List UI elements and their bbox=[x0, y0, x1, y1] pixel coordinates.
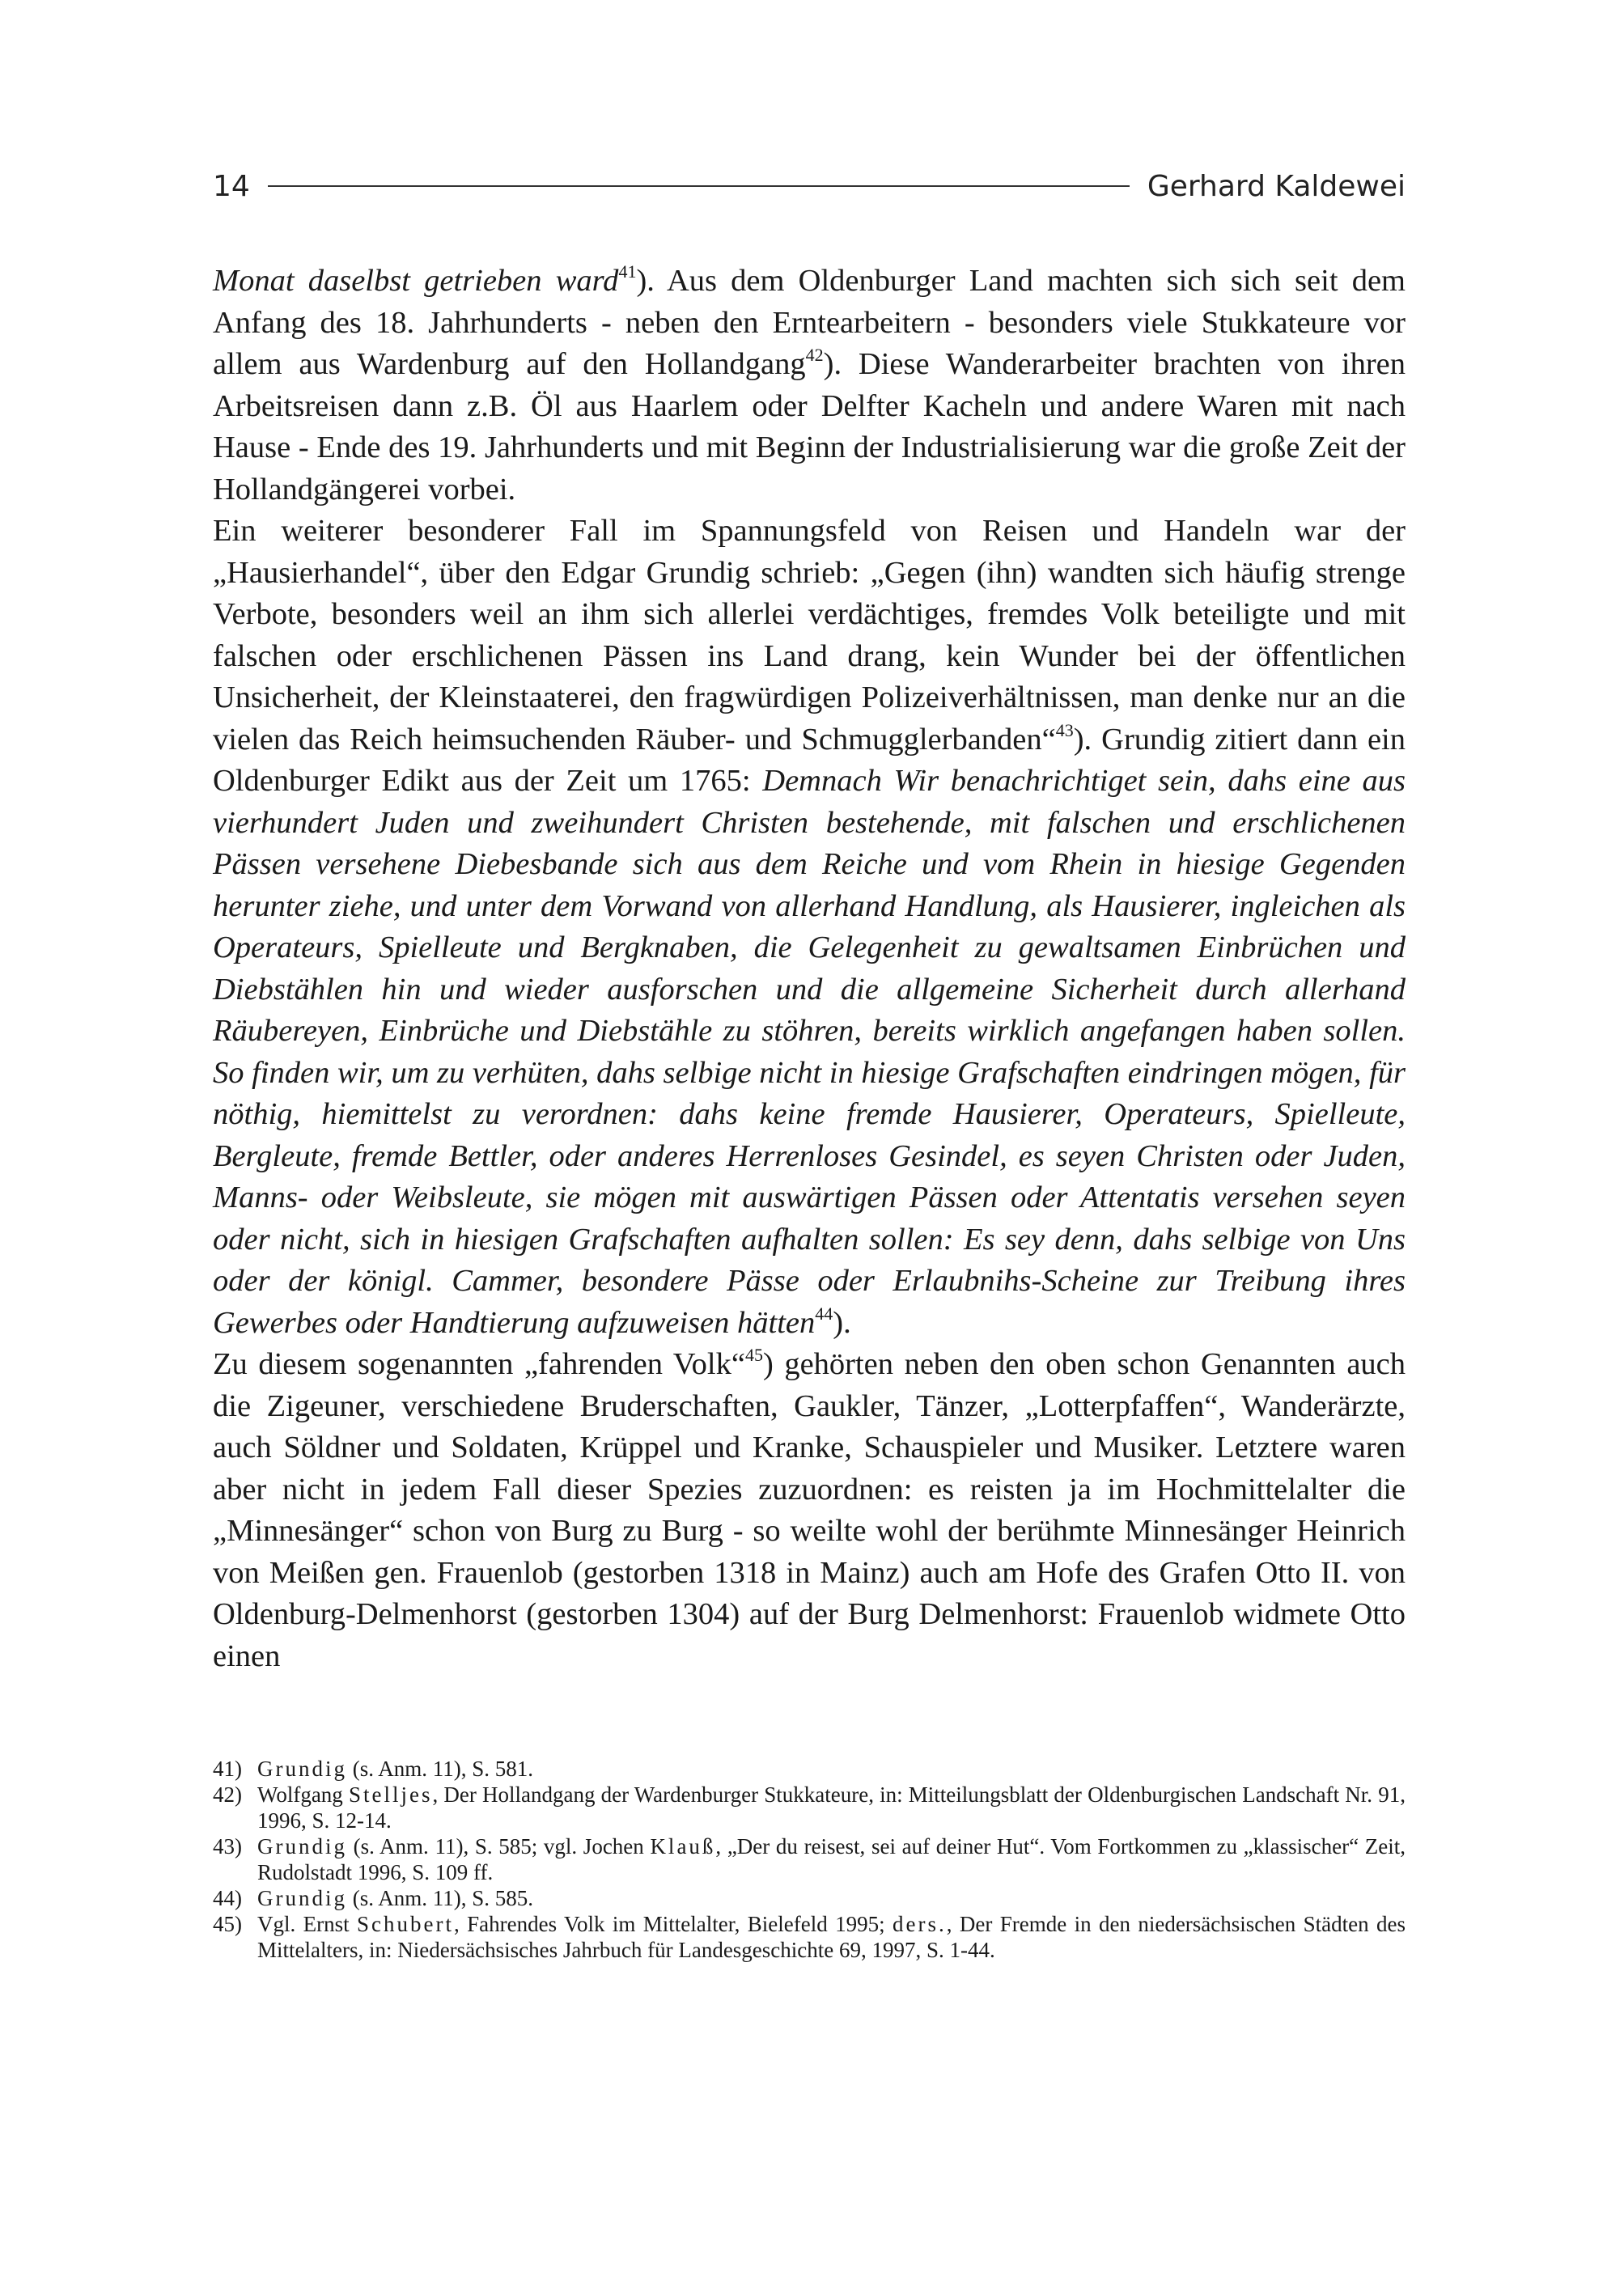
author-name: ders. bbox=[893, 1912, 947, 1936]
running-head-author: Gerhard Kaldewei bbox=[1147, 169, 1406, 203]
footnotes bbox=[213, 1756, 1406, 1963]
running-header bbox=[213, 162, 1406, 210]
paragraph-text: Ein weiterer besonderer Fall im Spannungsfeld von Reisen und Handeln war der „Hausierhandel“, über den Edgar Grundig schrieb: „Gegen (ihn) wandten sich häufig strenge Verbote, besonders weil an ihm sich allerlei verdächtiges, fremdes Volk beteiligte und mit falschen oder erschlichenen Pässen ins Land drang, kein Wunder bei der öffentlichen Unsicherheit, der Kleinstaaterei, den fragwürdigen Polizeiverhältnissen, man denke nur an die vielen das Reich heimsuchenden Räuber- und Schmugglerbanden“ bbox=[213, 514, 1406, 757]
citation: (s. Anm. 11), S. 585; vgl. Jochen bbox=[347, 1834, 651, 1859]
page bbox=[213, 162, 1406, 1962]
paragraph-text: ) gehörten neben den oben schon Genannten auch die Zigeuner, verschiedene Bruderschaften, Gaukler, Tänzer, „Lotterpfaffen“, Wanderärzte, auch Söldner und Soldaten, Krüppel und Kranke, Schauspieler und Musiker. Letztere waren aber nicht in jedem Fall dieser Spezies zuzuordnen: es reisten ja im Hochmittelalter die „Minnesänger“ schon von Burg zu Burg - so weilte wohl der berühmte Minnesänger Heinrich von Meißen gen. Frauenlob (gestorben 1318 in Mainz) auch am Hofe des Grafen Otto II. von Oldenburg-Delmenhorst (gestorben 1304) auf der Burg Delmenhorst: Frauenlob widmete Otto einen bbox=[213, 1347, 1406, 1673]
footnote-number: 43) bbox=[213, 1834, 242, 1859]
citation: , Fahrendes Volk im Mittelalter, Bielefeld 1995; bbox=[454, 1912, 893, 1936]
author-name: Grundig bbox=[257, 1834, 347, 1859]
paragraph-text: ). Aus dem Oldenburger Land machten sich sich seit dem Anfang des 18. Jahrhunderts - neben den Erntearbeitern - besonders viele Stukkateure vor allem aus Wardenburg auf den Hollandgang bbox=[213, 264, 1406, 381]
footnote-text bbox=[257, 1833, 1406, 1885]
footnote-number: 45) bbox=[213, 1912, 242, 1936]
footnote-42 bbox=[213, 1782, 1406, 1833]
footnote-ref: 43 bbox=[1055, 719, 1074, 740]
body-text bbox=[213, 261, 1406, 1677]
italic-quote: Monat daselbst getrieben ward bbox=[213, 264, 619, 298]
author-name: Stelljes bbox=[348, 1782, 433, 1807]
citation: , „Der du reisest, sei auf deiner Hut“. Vom Fortkommen zu „klassischer“ Zeit, Rudolstadt 1996, S. 109 ff. bbox=[257, 1834, 1406, 1884]
footnote-text bbox=[257, 1885, 1406, 1911]
header-rule bbox=[268, 185, 1130, 187]
citation: (s. Anm. 11), S. 581. bbox=[347, 1757, 534, 1781]
paragraph-text: ). Grundig zitiert dann ein Oldenburger Edikt aus der Zeit um 1765: bbox=[213, 722, 1406, 798]
author-name: Klauß bbox=[650, 1834, 716, 1859]
footnote-text bbox=[257, 1911, 1406, 1963]
footnote-number: 44) bbox=[213, 1886, 242, 1910]
italic-quote: Demnach Wir benachrichtiget sein, dahs eine aus vierhundert Juden und zweihundert Christen bestehende, mit falschen und erschlichenen Pässen versehene Diebesbande sich aus dem Reiche und vom Rhein in hiesige Gegenden herunter ziehe, und unter dem Vorwand von allerhand Handlung, als Hausierer, ingleichen als Operateurs, Spielleute und Bergknaben, die Gelegenheit zu gewaltsamen Einbrüchen und Diebstählen hin und wieder ausforschen und die allgemeine Sicherheit durch allerhand Räubereyen, Einbrüche und Diebstähle zu stöhren, bereits wirklich angefangen haben sollen. So finden wir, um zu verhüten, dahs selbige nicht in hiesige Grafschaften eindringen mögen, für nöthig, hiemittelst zu verordnen: dahs keine fremde Hausierer, Operateurs, Spielleute, Bergleute, fremde Bettler, oder anderes Herrenloses Gesindel, es seyen Christen oder Juden, Manns- oder Weibsleute, sie mögen mit auswärtigen Pässen oder Attentatis versehen seyen oder nicht, sich in hiesigen Grafschaften aufhalten sollen: Es sey denn, dahs selbige von Uns oder der königl. Cammer, besondere Pässe oder Erlaubnihs-Scheine zur Treibung ihres Gewerbes oder Handtierung aufzuweisen hätten bbox=[213, 764, 1406, 1340]
footnote-number: 41) bbox=[213, 1757, 242, 1781]
author-name: Grundig bbox=[257, 1886, 347, 1910]
footnote-43 bbox=[213, 1833, 1406, 1885]
footnote-ref: 44 bbox=[815, 1303, 833, 1324]
citation: , Der Fremde in den niedersächsischen Städten des Mittelalters, in: Niedersächsisches Jahrbuch für Landesgeschichte 69, 1997, S. 1-44. bbox=[257, 1912, 1406, 1962]
author-name: Grundig bbox=[257, 1757, 347, 1781]
paragraph-text: ). bbox=[833, 1305, 851, 1340]
footnote-text bbox=[257, 1756, 1406, 1782]
citation: Vgl. Ernst bbox=[257, 1912, 358, 1936]
citation: Wolfgang bbox=[257, 1782, 349, 1807]
footnote-41 bbox=[213, 1756, 1406, 1782]
footnote-text bbox=[257, 1782, 1406, 1833]
footnote-44 bbox=[213, 1885, 1406, 1911]
author-name: Schubert bbox=[357, 1912, 454, 1936]
page-number: 14 bbox=[213, 169, 250, 203]
paragraph-2 bbox=[213, 511, 1406, 1344]
footnote-number: 42) bbox=[213, 1782, 242, 1807]
footnote-ref: 41 bbox=[618, 261, 637, 282]
citation: (s. Anm. 11), S. 585. bbox=[347, 1886, 534, 1910]
footnote-ref: 42 bbox=[805, 345, 824, 365]
paragraph-text: Zu diesem sogenannten „fahrenden Volk“ bbox=[213, 1347, 745, 1381]
citation: , Der Hollandgang der Wardenburger Stukkateure, in: Mitteilungsblatt der Oldenburgischen Landschaft Nr. 91, 1996, S. 12-14. bbox=[257, 1782, 1406, 1833]
paragraph-3 bbox=[213, 1344, 1406, 1677]
paragraph-1 bbox=[213, 261, 1406, 511]
footnote-45 bbox=[213, 1911, 1406, 1963]
paragraph-text: ). Diese Wanderarbeiter brachten von ihren Arbeitsreisen dann z.B. Öl aus Haarlem oder Delfter Kacheln und andere Waren mit nach Hause - Ende des 19. Jahrhunderts und mit Beginn der Industrialisierung war die große Zeit der Hollandgängerei vorbei. bbox=[213, 347, 1406, 506]
footnote-ref: 45 bbox=[744, 1345, 763, 1365]
